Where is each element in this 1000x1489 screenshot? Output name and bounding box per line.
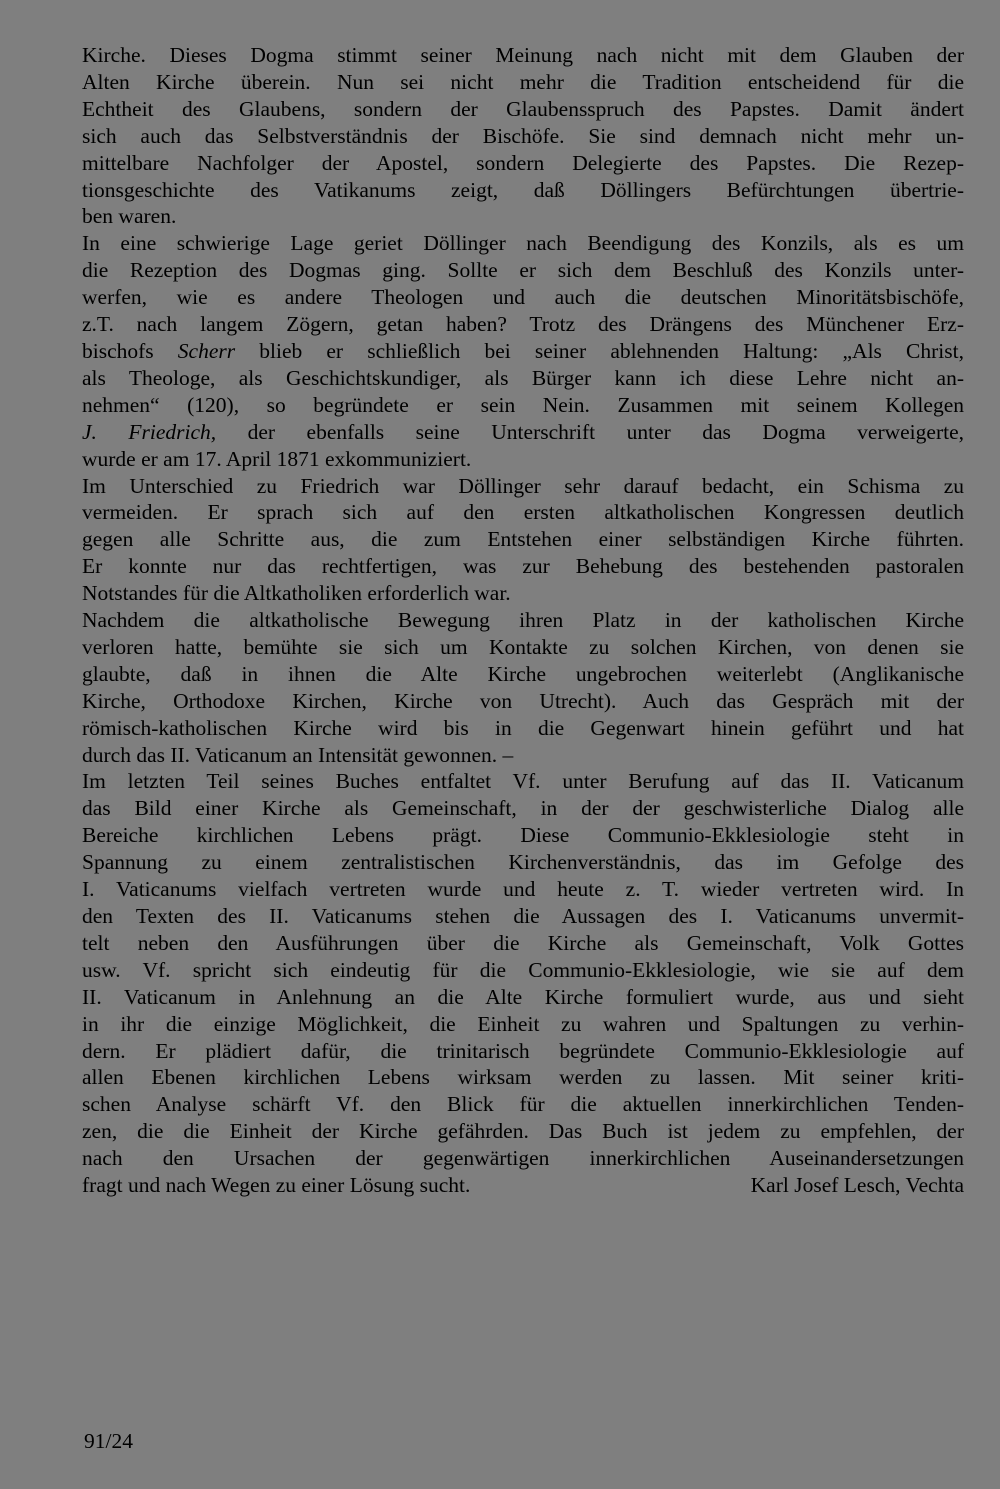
text-line: Spannung zu einem zentralistischen Kirchenverständnis, das im Gefolge des	[82, 850, 964, 875]
paragraph-4	[82, 607, 964, 768]
text-line: Nachdem die altkatholische Bewegung ihren Platz in der katholischen Kirche	[82, 608, 964, 633]
text-line-scherr	[82, 338, 964, 365]
text-line: fragt und nach Wegen zu einer Lösung sucht.	[82, 1173, 471, 1198]
text-line: nach den Ursachen der gegenwärtigen innerkirchlichen Auseinandersetzungen	[82, 1146, 964, 1171]
text-line: Im letzten Teil seines Buches entfaltet Vf. unter Berufung auf das II. Vaticanum	[82, 769, 964, 794]
text-line: sich auch das Selbstverständnis der Bischöfe. Sie sind demnach nicht mehr un-	[82, 123, 964, 148]
text-line: nehmen“ (120), so begründete er sein Nein. Zusammen mit seinem Kollegen	[82, 392, 964, 417]
paragraph-2	[82, 230, 964, 472]
text-line: römisch-katholischen Kirche wird bis in die Gegenwart hinein geführt und hat	[82, 715, 964, 740]
page-number: 91/24	[84, 1429, 133, 1453]
italic-name-scherr: Scherr	[177, 338, 236, 363]
text-line: als Theologe, als Geschichtskundiger, als Bürger kann ich diese Lehre nicht an-	[82, 365, 964, 390]
text-line: den Texten des II. Vaticanums stehen die Aussagen des I. Vaticanums unvermit-	[82, 904, 964, 928]
text-line: wurde er am 17. April 1871 exkommuniziert.	[82, 446, 472, 471]
text-line: zen, die die Einheit der Kirche gefährden. Das Buch ist jedem zu empfehlen, der	[82, 1119, 964, 1144]
text-line: die Rezeption des Dogmas ging. Sollte er sich dem Beschluß des Konzils unter-	[82, 258, 964, 283]
text-line: Im Unterschied zu Friedrich war Döllinger sehr darauf bedacht, ein Schisma zu	[82, 473, 964, 498]
text-line: telt neben den Ausführungen über die Kirche als Gemeinschaft, Volk Gottes	[82, 930, 964, 955]
text-line: werfen, wie es andere Theologen und auch die deutschen Minoritätsbischöfe,	[82, 285, 964, 310]
text-line: Bereiche kirchlichen Lebens prägt. Diese Communio-Ekklesiologie steht in	[82, 823, 964, 848]
text-line: glaubte, daß in ihnen die Alte Kirche ungebrochen weiterlebt (Anglikanische	[82, 661, 964, 686]
text-line: Echtheit des Glaubens, sondern der Glaubensspruch des Papstes. Damit ändert	[82, 96, 964, 121]
text-line: I. Vaticanums vielfach vertreten wurde und heute z. T. wieder vertreten wird. In	[82, 877, 964, 902]
italic-name-friedrich: J. Friedrich,	[82, 419, 217, 444]
text-line: Alten Kirche überein. Nun sei nicht mehr die Tradition entscheidend für die	[82, 69, 964, 94]
text-line: Kirche. Dieses Dogma stimmt seiner Meinung nach nicht mit dem Glauben der	[82, 43, 964, 67]
closing-line	[82, 1172, 964, 1199]
text-segment: der ebenfalls seine Unterschrift unter das Dogma verweigerte,	[216, 419, 964, 444]
text-line: durch das II. Vaticanum an Intensität gewonnen. –	[82, 742, 514, 767]
text-segment: blieb er schließlich bei seiner ablehnenden Haltung: „Als Christ,	[235, 338, 964, 363]
review-text-body	[82, 42, 964, 1199]
text-line: vermeiden. Er sprach sich auf den ersten altkatholischen Kongressen deutlich	[82, 500, 964, 525]
text-line: usw. Vf. spricht sich eindeutig für die Communio-Ekklesiologie, wie sie auf dem	[82, 957, 964, 982]
text-line: Kirche, Orthodoxe Kirchen, Kirche von Utrecht). Auch das Gespräch mit der	[82, 688, 964, 713]
text-line: dern. Er plädiert dafür, die trinitarisch begründete Communio-Ekklesiologie auf	[82, 1038, 964, 1063]
text-line: in ihr die einzige Möglichkeit, die Einheit zu wahren und Spaltungen zu verhin-	[82, 1011, 964, 1036]
text-segment: bischofs	[82, 338, 178, 363]
text-line: schen Analyse schärft Vf. den Blick für die aktuellen innerkirchlichen Tenden-	[82, 1092, 964, 1117]
author-signature: Karl Josef Lesch, Vechta	[750, 1173, 964, 1198]
text-line: II. Vaticanum in Anlehnung an die Alte Kirche formuliert wurde, aus und sieht	[82, 984, 964, 1009]
text-line: z.T. nach langem Zögern, getan haben? Trotz des Drängens des Münchener Erz-	[82, 312, 964, 337]
text-line: tionsgeschichte des Vatikanums zeigt, daß Döllingers Befürchtungen übertrie-	[82, 177, 964, 202]
paragraph-3	[82, 473, 964, 608]
text-line: ben waren.	[82, 204, 177, 229]
text-line: Er konnte nur das rechtfertigen, was zur Behebung des bestehenden pastoralen	[82, 554, 964, 579]
text-line: In eine schwierige Lage geriet Döllinger nach Beendigung des Konzils, als es um	[82, 231, 964, 256]
text-line-friedrich	[82, 419, 964, 446]
text-line: Notstandes für die Altkatholiken erforderlich war.	[82, 581, 511, 606]
text-line: das Bild einer Kirche als Gemeinschaft, in der der geschwisterliche Dialog alle	[82, 796, 964, 821]
paragraph-1	[82, 42, 964, 230]
text-line: verloren hatte, bemühte sie sich um Kontakte zu solchen Kirchen, von denen sie	[82, 634, 964, 659]
paragraph-5	[82, 768, 964, 1199]
text-line: allen Ebenen kirchlichen Lebens wirksam werden zu lassen. Mit seiner kriti-	[82, 1065, 964, 1090]
text-line: gegen alle Schritte aus, die zum Entstehen einer selbständigen Kirche führten.	[82, 527, 964, 552]
text-line: mittelbare Nachfolger der Apostel, sondern Delegierte des Papstes. Die Rezep-	[82, 150, 964, 175]
